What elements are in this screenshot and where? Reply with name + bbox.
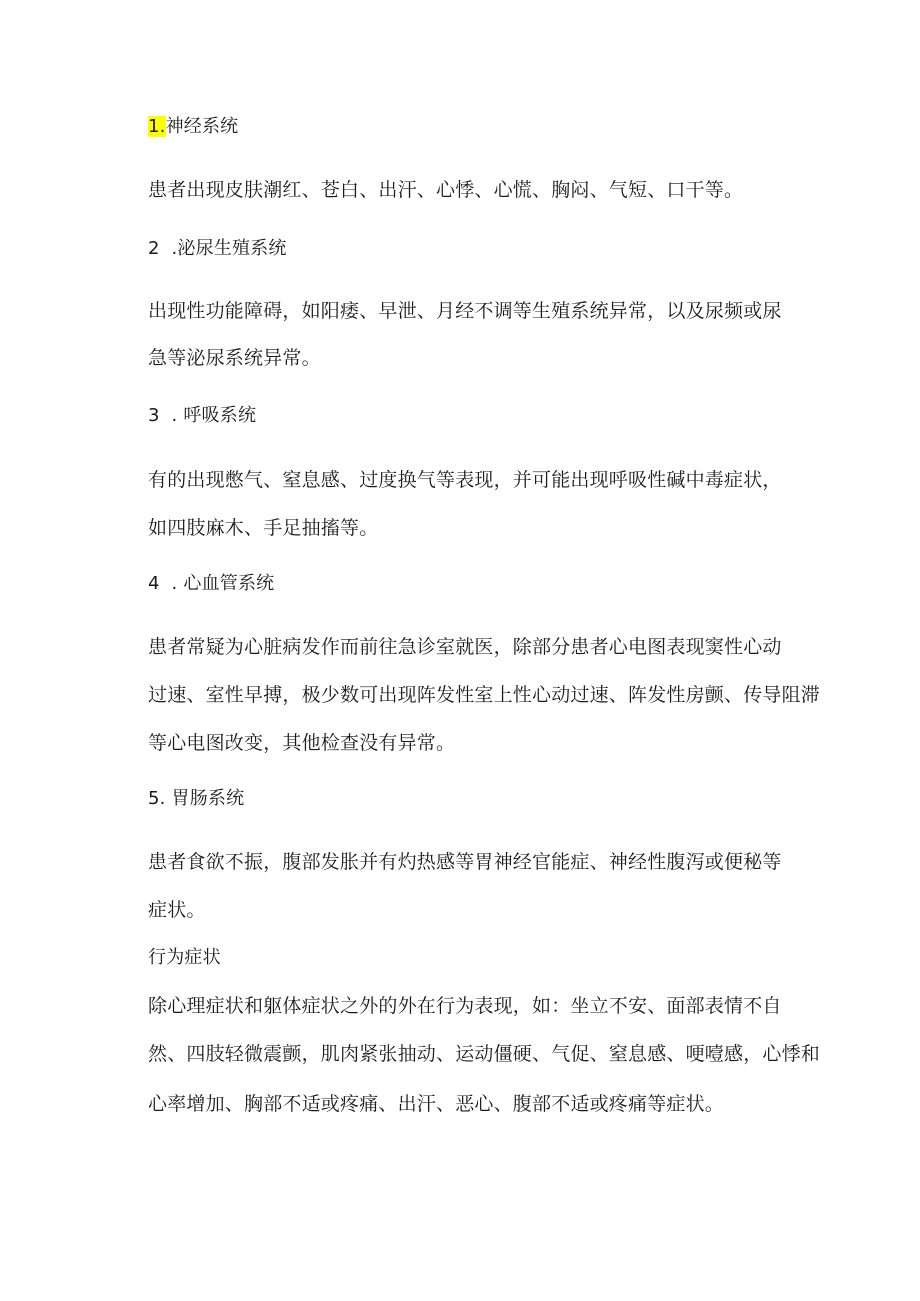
paragraph-line: 有的出现憋气、窒息感、过度换气等表现，并可能出现呼吸性碱中毒症状， [148, 469, 782, 491]
paragraph-line: 患者食欲不振，腹部发胀并有灼热感等胃神经官能症、神经性腹泻或便秘等 [148, 851, 782, 873]
section-heading [148, 786, 244, 812]
heading-number: 4 [148, 573, 160, 594]
highlighted-number: 1. [148, 116, 166, 137]
paragraph-line: 如四肢麻木、手足抽搐等。 [148, 517, 379, 539]
paragraph-line: 出现性功能障碍，如阳痿、早泄、月经不调等生殖系统异常，以及尿频或尿 [148, 300, 782, 322]
paragraph-line: 除心理症状和躯体症状之外的外在行为表现，如：坐立不安、面部表情不自 [148, 995, 782, 1017]
paragraph-line: 患者常疑为心脏病发作而前往急诊室就医，除部分患者心电图表现窦性心动 [148, 636, 782, 658]
paragraph-line: 急等泌尿系统异常。 [148, 347, 321, 369]
paragraph-line: 过速、室性早搏，极少数可出现阵发性室上性心动过速、阵发性房颤、传导阻滞 [148, 684, 821, 706]
section-heading [148, 114, 238, 140]
paragraph-line: 心率增加、胸部不适或疼痛、出汗、恶心、腹部不适或疼痛等症状。 [148, 1093, 725, 1115]
paragraph-line: 患者出现皮肤潮红、苍白、出汗、心悸、心慌、胸闷、气短、口干等。 [148, 179, 744, 201]
paragraph-line: 症状。 [148, 899, 206, 921]
heading-text: . 心血管系统 [171, 573, 275, 594]
section-heading [148, 236, 287, 262]
heading-text: . 呼吸系统 [171, 405, 257, 426]
section-heading [148, 571, 274, 597]
heading-text: 神经系统 [165, 116, 239, 137]
paragraph-line: 等心电图改变，其他检查没有异常。 [148, 732, 456, 754]
heading-text: .泌尿生殖系统 [171, 238, 287, 259]
heading-number: 5. [148, 788, 166, 809]
heading-number: 2 [148, 238, 160, 259]
section-heading [148, 403, 256, 429]
paragraph-line: 然、四肢轻微震颤，肌肉紧张抽动、运动僵硬、气促、窒息感、哽噎感，心悸和 [148, 1043, 821, 1065]
heading-text: 行为症状 [148, 947, 221, 968]
heading-text: 胃肠系统 [171, 788, 245, 809]
heading-number: 3 [148, 405, 160, 426]
section-heading [148, 945, 221, 971]
